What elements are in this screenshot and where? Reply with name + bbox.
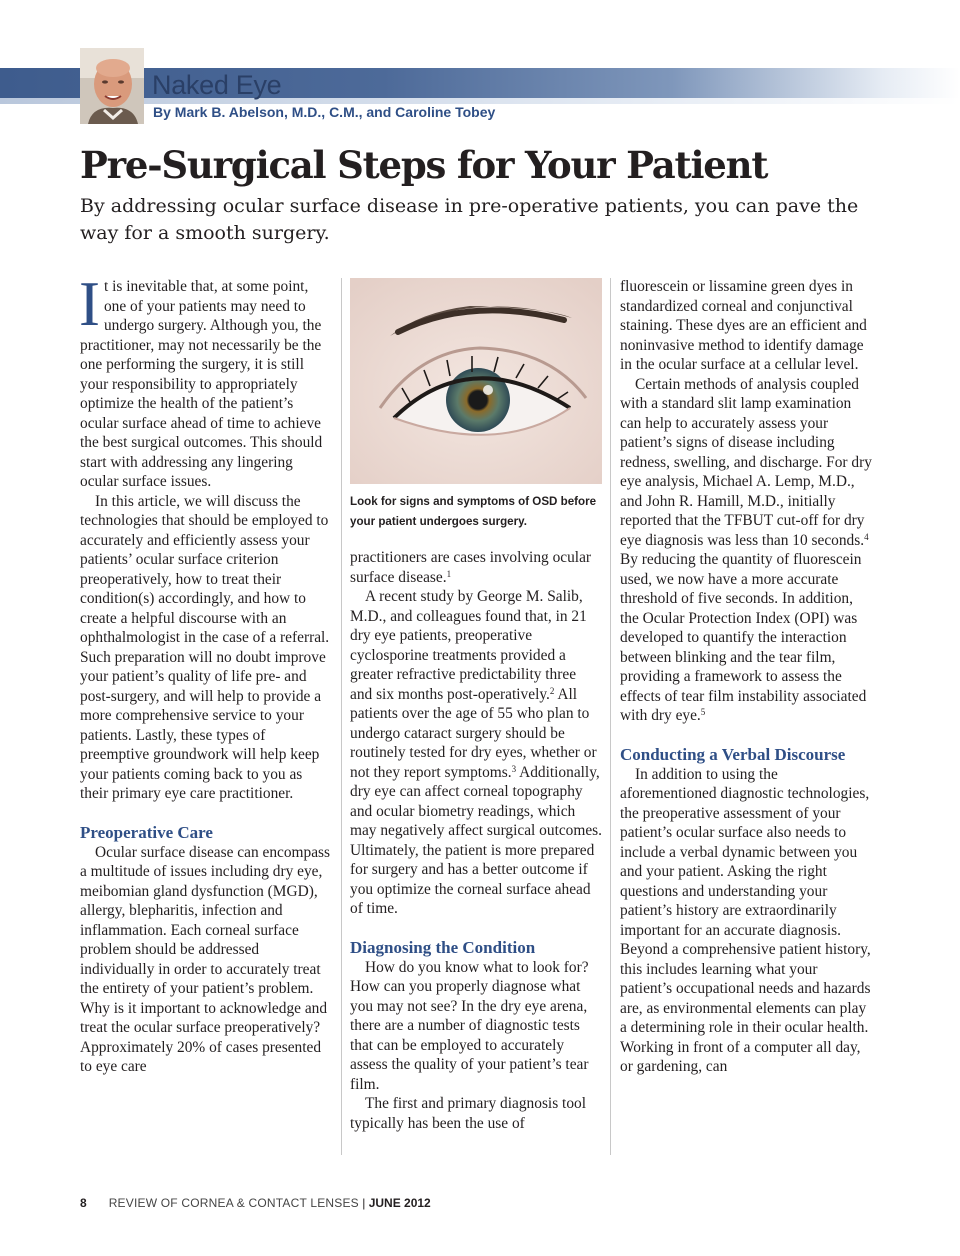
paragraph: How do you know what to look for? How can you properly diagnose what you may not see? In the dry eye arena, there are a number of diagnostic tests that can be employed to accurately assess the quality of your patient’s tear film. [350, 958, 589, 1093]
header-band [0, 68, 960, 98]
column-name: Naked Eye [152, 70, 282, 100]
paragraph: The first and primary diagnosis tool typically has been the use of [350, 1095, 586, 1132]
article-title: Pre-Surgical Steps for Your Patient [80, 143, 768, 187]
paragraph: Ocular surface disease can encompass a multitude of issues including dry eye, meibomian gland dysfunction (MGD), allergy, blepharitis, infection and inflammation. Each corneal surface problem should be addressed individually in order to accurately treat the entirety of your patient’s problem. Why is it important to acknowledge and treat the ocular surface preoperatively? Approximately 20% of cases presented to eye care [80, 843, 331, 1075]
paragraph-text: A recent study by George M. Salib, M.D., and colleagues found that, in 21 dry eye patients, preoperative cyclosporine treatments provided a greater refractive predictability three and six months post-operatively. [350, 588, 587, 703]
subhead-diagnosing-the-condition: Diagnosing the Condition [350, 937, 536, 957]
reference-marker: 4 [864, 531, 869, 542]
photo-caption: Look for signs and symptoms of OSD before your patient undergoes surgery. [350, 495, 597, 528]
author-portrait-image [80, 48, 144, 124]
article-column-1 [79, 269, 332, 1077]
subhead-conducting-a-verbal-discourse: Conducting a Verbal Discourse [620, 744, 846, 764]
intro-paragraph [79, 269, 332, 492]
page-number: 8 [80, 1196, 87, 1210]
reference-marker: 5 [700, 707, 706, 717]
footer-separator: | [358, 1196, 369, 1210]
page-footer [80, 1196, 431, 1210]
article-column-3 [620, 277, 872, 1077]
paragraph-text: practitioners are cases involving ocular surface disease. [350, 549, 592, 586]
reference-marker: 1 [446, 568, 452, 579]
paragraph [350, 548, 602, 587]
issue-date: JUNE 2012 [368, 1196, 431, 1210]
author-photo [80, 48, 144, 124]
byline: By Mark B. Abelson, M.D., C.M., and Caroline Tobey [153, 104, 496, 120]
paragraph: In this article, we will discuss the technologies that should be employed to accurately and efficiently assess your patients’ ocular surface criterion preoperatively, how to treat their condition(s) accordingly, and how to create a helpful discourse with an ophthalmologist in the case of a referral. Such preparation will no doubt improve your patient’s quality of life pre- and post-surgery, and will help to provide a more comprehensive service to your patients. Lastly, these types of preemptive groundwork will help keep your patients coming back to you as their primary eye care practitioner. [80, 492, 330, 802]
intro-text: t is inevitable that, at some point, one of your patients may need to undergo surgery. Although you, the practitioner, may not necessarily be the one performing the surgery, it is still your responsibility to appropriately optimize the health of the patient’s ocular surface ahead of time to achieve the best surgical outcomes. This should start with addressing any lingering ocular surface issues. [80, 278, 323, 490]
reference-marker: 2 [549, 685, 555, 696]
column-divider [610, 278, 611, 1155]
eye-image [350, 278, 602, 484]
paragraph-text: By reducing the quantity of fluorescein used, we now have a more accurate threshold of five seconds. In addition, the Ocular Protection Index (OPI) was developed to quantify the interaction between blinking and the tear film, providing a framework to assess the effects of tear film instability associated with dry eye. [620, 551, 867, 724]
paragraph-text: Additionally, dry eye can affect corneal topography and ocular biometry readings, which may negatively affect surgical outcomes. Ultimately, the patient is more prepared for surgery and has a better outcome if you optimize the corneal surface ahead of time. [350, 763, 603, 917]
paragraph [350, 587, 602, 919]
subhead-preoperative-care: Preoperative Care [80, 822, 213, 842]
magazine-name: REVIEW OF CORNEA & CONTACT LENSES [108, 1196, 359, 1210]
eye-photo [350, 278, 602, 484]
article-column-2 [350, 548, 602, 1133]
paragraph: In addition to using the aforementioned diagnostic technologies, the preoperative assessment of your patient’s ocular surface also needs to include a verbal dynamic between you and your patient. Asking the right questions and understanding your patient’s history are extraordinarily important for an accurate diagnosis. Beyond a comprehensive patient history, this includes learning what your patient’s occupational needs and hazards are, as environmental elements can play a determining role in their ocular health. Working in front of a computer all day, or gardening, can [620, 765, 871, 1075]
article-deck: By addressing ocular surface disease in pre-operative patients, you can pave the way for a smooth surgery. [80, 195, 859, 244]
paragraph-text: Certain methods of analysis coupled with a standard slit lamp examination can help to accurately assess your patient’s signs of disease including redness, swelling, and discharge. For dry eye analysis, Michael A. Lemp, M.D., and John R. Hamill, M.D., initially reported that the TFBUT cut-off for dry eye diagnosis was less than 10 seconds. [620, 375, 872, 549]
column-divider [341, 278, 342, 1155]
paragraph [620, 375, 872, 726]
reference-marker: 3 [511, 763, 517, 774]
paragraph-text: All patients over the age of 55 who plan to undergo cataract surgery should be routinely tested for dry eyes, whether or not they report symptoms. [350, 685, 597, 781]
paragraph: fluorescein or lissamine green dyes in standardized corneal and conjunctival staining. These dyes are an efficient and noninvasive method to identify damage in the ocular surface at a cellular level. [620, 278, 867, 373]
drop-cap: I [79, 269, 100, 339]
